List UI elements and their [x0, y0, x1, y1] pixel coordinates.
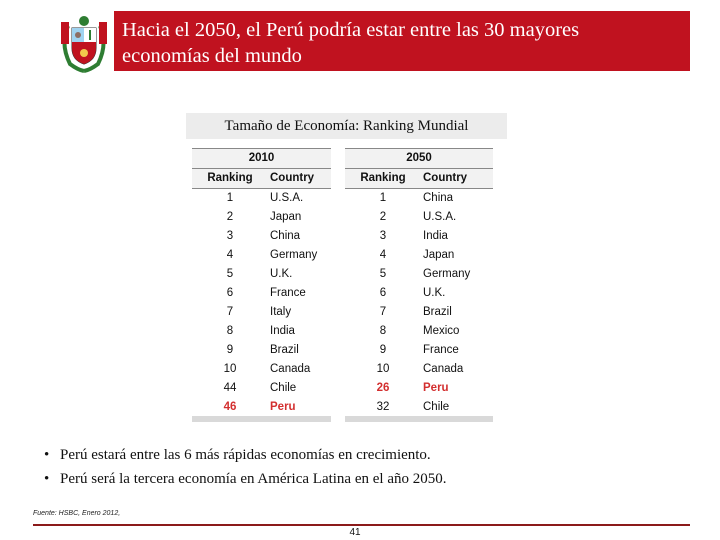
table-row-peru-highlight	[192, 398, 331, 417]
table-row	[192, 341, 331, 360]
table-year-header: 2010	[192, 148, 331, 169]
country-cell: Peru	[423, 382, 449, 394]
footer-divider	[33, 524, 690, 526]
table-row	[345, 303, 493, 322]
column-header-ranking: Ranking	[360, 172, 406, 184]
slide-title-line-1: Hacia el 2050, el Perú podría estar entre las 30 mayores	[122, 19, 580, 41]
table-row	[192, 360, 331, 379]
country-cell: Chile	[270, 382, 297, 394]
slide-title	[114, 11, 690, 71]
table-row	[192, 303, 331, 322]
country-cell: China	[423, 192, 454, 204]
rank-cell: 5	[226, 268, 234, 280]
country-cell: Germany	[423, 268, 471, 280]
table-row	[192, 322, 331, 341]
country-cell: Chile	[423, 401, 450, 413]
rank-cell: 46	[223, 401, 237, 413]
country-cell: China	[270, 230, 301, 242]
rank-cell: 7	[379, 306, 387, 318]
table-column-headers	[192, 169, 331, 189]
country-cell: U.S.A.	[270, 192, 304, 204]
table-row	[345, 322, 493, 341]
bullet-list	[44, 443, 684, 491]
column-header-country: Country	[270, 172, 315, 184]
rank-cell: 4	[226, 249, 234, 261]
ranking-table-2050	[345, 148, 493, 422]
table-row-peru-highlight	[345, 379, 493, 398]
country-cell: Peru	[270, 401, 296, 413]
rank-cell: 26	[376, 382, 390, 394]
rank-cell: 9	[379, 344, 387, 356]
bullet-icon: •	[44, 471, 50, 487]
country-cell: Mexico	[423, 325, 460, 337]
rank-cell: 1	[226, 192, 234, 204]
ranking-table-2010	[192, 148, 331, 422]
table-row	[192, 208, 331, 227]
bullet-item	[44, 467, 684, 491]
table-bottom-shade	[345, 416, 493, 422]
country-cell: Italy	[270, 306, 292, 318]
country-cell: France	[270, 287, 306, 299]
rank-cell: 4	[379, 249, 387, 261]
table-row	[345, 208, 493, 227]
country-cell: Japan	[423, 249, 455, 261]
page-number: 41	[349, 527, 361, 538]
rank-cell: 32	[376, 401, 390, 413]
table-column-headers	[345, 169, 493, 189]
table-row	[192, 189, 331, 208]
rank-cell: 8	[226, 325, 234, 337]
table-row	[192, 265, 331, 284]
rank-cell: 6	[226, 287, 234, 299]
rank-cell: 44	[223, 382, 237, 394]
rank-cell: 8	[379, 325, 387, 337]
rank-cell: 7	[226, 306, 234, 318]
table-row	[345, 227, 493, 246]
table-row	[345, 360, 493, 379]
country-cell: U.K.	[270, 268, 293, 280]
table-row	[345, 189, 493, 208]
country-cell: India	[423, 230, 448, 242]
table-year-header: 2050	[345, 148, 493, 169]
country-cell: France	[423, 344, 459, 356]
table-row	[192, 246, 331, 265]
country-cell: Germany	[270, 249, 318, 261]
rank-cell: 1	[379, 192, 387, 204]
table-row	[192, 227, 331, 246]
country-cell: Canada	[270, 363, 311, 375]
rank-cell: 2	[226, 211, 234, 223]
table-row	[345, 398, 493, 417]
column-header-ranking: Ranking	[207, 172, 253, 184]
rank-cell: 5	[379, 268, 387, 280]
bullet-item	[44, 443, 684, 467]
peru-coat-of-arms-icon	[58, 14, 110, 74]
country-cell: U.S.A.	[423, 211, 457, 223]
country-cell: U.K.	[423, 287, 446, 299]
table-row	[345, 284, 493, 303]
table-row	[345, 341, 493, 360]
rank-cell: 3	[226, 230, 234, 242]
column-header-country: Country	[423, 172, 468, 184]
bullet-text: Perú estará entre las 6 más rápidas economías en crecimiento.	[60, 447, 431, 463]
country-cell: India	[270, 325, 295, 337]
table-row	[192, 379, 331, 398]
bullet-icon: •	[44, 447, 50, 463]
rank-cell: 10	[223, 363, 237, 375]
rank-cell: 10	[376, 363, 390, 375]
rank-cell: 9	[226, 344, 234, 356]
rank-cell: 6	[379, 287, 387, 299]
rank-cell: 2	[379, 211, 387, 223]
table-row	[192, 284, 331, 303]
table-bottom-shade	[192, 416, 331, 422]
slide-title-line-2: economías del mundo	[122, 45, 302, 67]
bullet-text: Perú será la tercera economía en América Latina en el año 2050.	[60, 471, 447, 487]
country-cell: Brazil	[423, 306, 452, 318]
country-cell: Brazil	[270, 344, 299, 356]
country-cell: Japan	[270, 211, 302, 223]
table-row	[345, 265, 493, 284]
table-caption: Tamaño de Economía: Ranking Mundial	[186, 113, 507, 139]
source-note: Fuente: HSBC, Enero 2012,	[33, 510, 121, 517]
table-row	[345, 246, 493, 265]
country-cell: Canada	[423, 363, 464, 375]
rank-cell: 3	[379, 230, 387, 242]
